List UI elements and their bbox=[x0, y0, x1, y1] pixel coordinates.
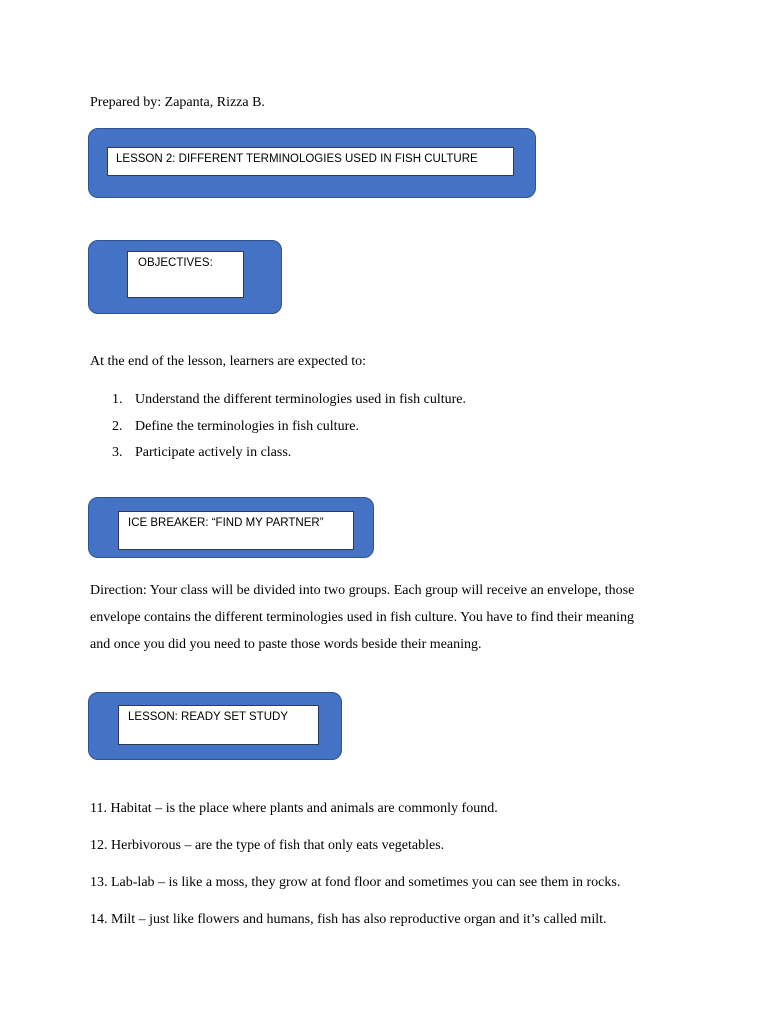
list-text: Participate actively in class. bbox=[135, 445, 292, 460]
list-number: 2. bbox=[112, 418, 123, 434]
ice-breaker-heading: ICE BREAKER: “FIND MY PARTNER” bbox=[118, 511, 354, 550]
objectives-list bbox=[112, 391, 466, 471]
list-item bbox=[112, 418, 466, 445]
objectives-intro: At the end of the lesson, learners are expected to: bbox=[90, 354, 367, 369]
direction-paragraph bbox=[90, 577, 690, 658]
term-milt: 14. Milt – just like flowers and humans, fish has also reproductive organ and it’s called milt. bbox=[90, 912, 607, 927]
term-lab-lab: 13. Lab-lab – is like a moss, they grow at fond floor and sometimes you can see them in rocks. bbox=[90, 875, 621, 890]
term-habitat: 11. Habitat – is the place where plants and animals are commonly found. bbox=[90, 801, 498, 816]
list-number: 1. bbox=[112, 392, 123, 407]
list-item bbox=[112, 391, 466, 418]
list-item bbox=[112, 444, 466, 471]
direction-line: and once you did you need to paste those words beside their meaning. bbox=[90, 637, 482, 652]
term-herbivorous: 12. Herbivorous – are the type of fish that only eats vegetables. bbox=[90, 838, 445, 853]
study-heading: LESSON: READY SET STUDY bbox=[118, 705, 319, 745]
list-text: Understand the different terminologies used in fish culture. bbox=[135, 392, 466, 407]
prepared-by: Prepared by: Zapanta, Rizza B. bbox=[90, 95, 265, 110]
direction-line: Direction: Your class will be divided into two groups. Each group will receive an envelope, those bbox=[90, 583, 635, 598]
list-text: Define the terminologies in fish culture. bbox=[135, 418, 359, 434]
list-number: 3. bbox=[112, 445, 123, 460]
objectives-heading: OBJECTIVES: bbox=[127, 251, 244, 298]
lesson-title: LESSON 2: DIFFERENT TERMINOLOGIES USED IN FISH CULTURE bbox=[107, 147, 514, 176]
direction-line: envelope contains the different terminologies used in fish culture. You have to find their meaning bbox=[90, 610, 635, 625]
